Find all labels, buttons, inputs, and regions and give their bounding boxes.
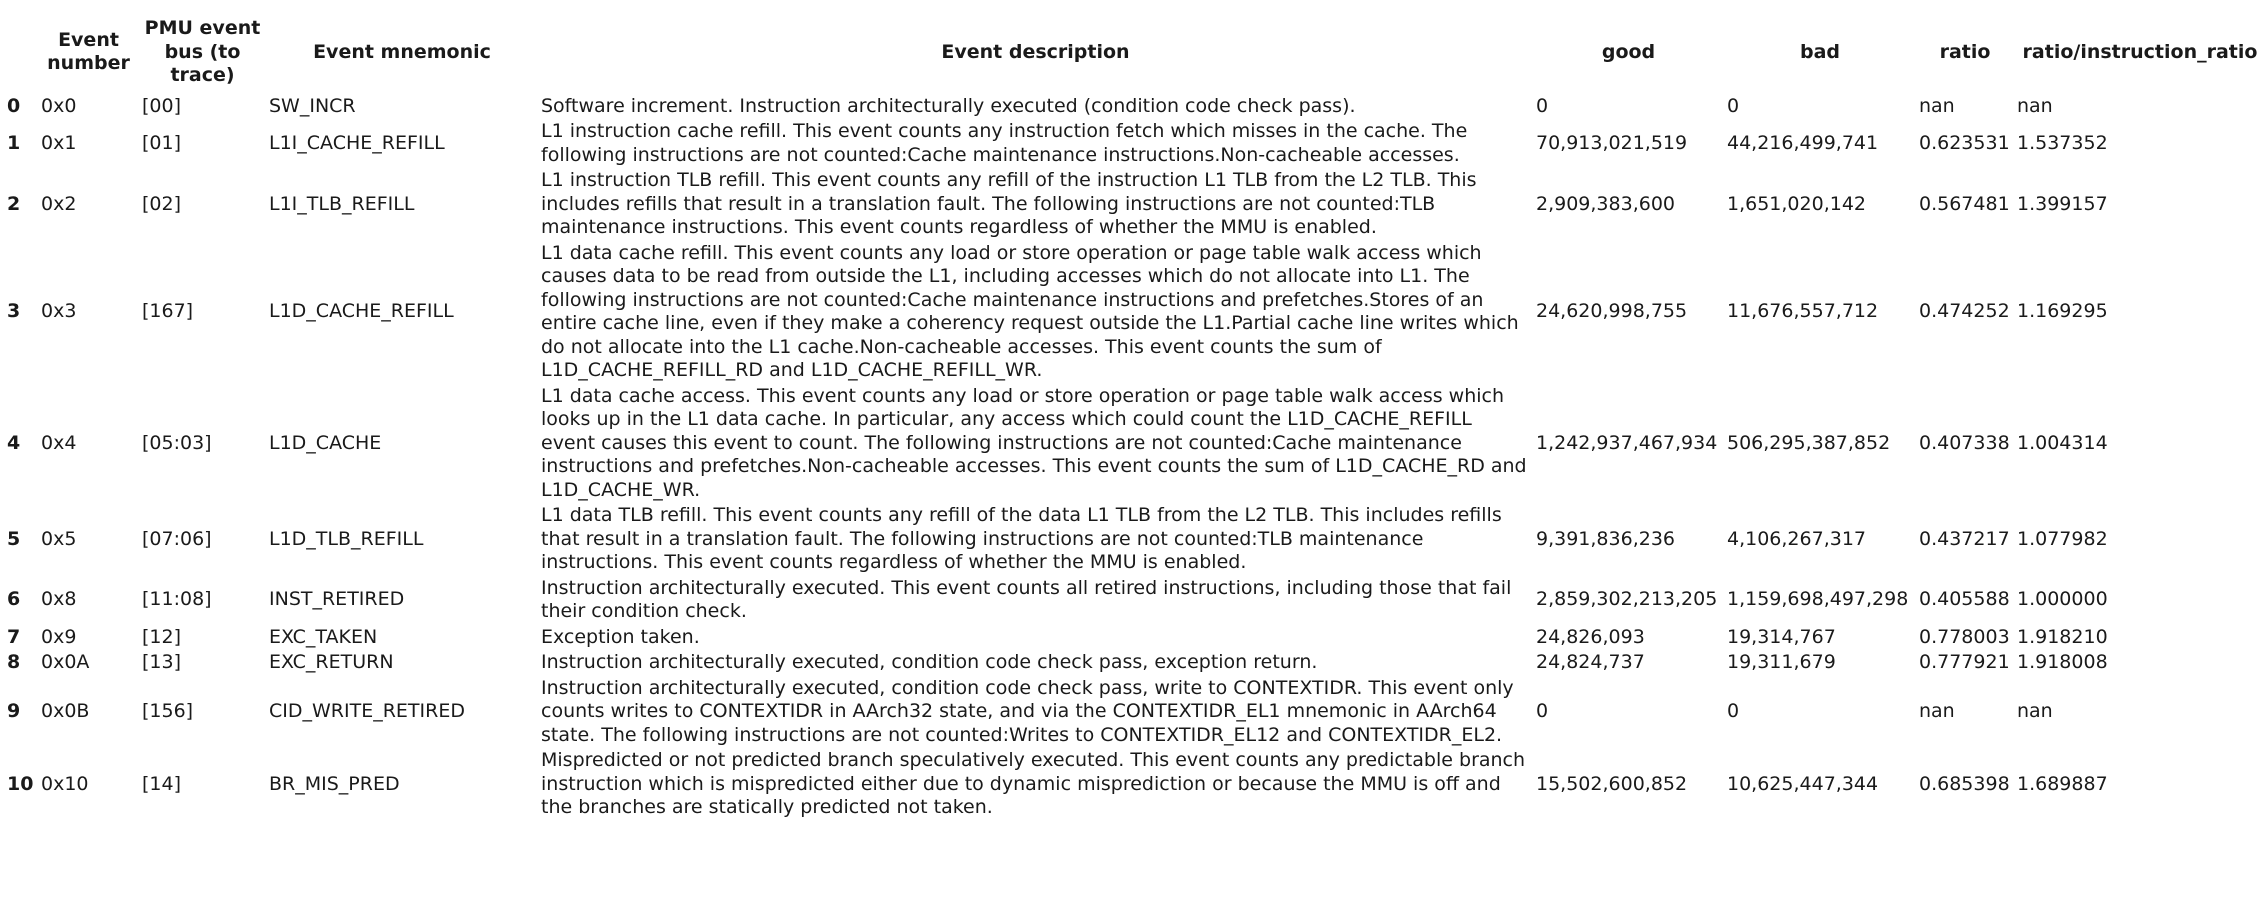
header-mnemonic: Event mnemonic: [313, 40, 491, 63]
row-index: 3: [7, 300, 21, 323]
cell-description: L1 data cache refill. This event counts any load or store operation or page table walk access which causes data to be read from outside the L1, including accesses which do not allocate into L1. The following instructions are not counted:Cache maintenance instructions and prefetches.Stores of an entire cache line, even if they make a coherency request outside the L1.Partial cache line writes which do not allocate into the L1 cache.Non-cacheable accesses. This event counts the sum of L1D_CACHE_REFILL_RD and L1D_CACHE_REFILL_WR.: [541, 241, 1519, 381]
cell-pmu-bus: [167]: [142, 300, 194, 323]
cell-bad: 506,295,387,852: [1727, 431, 1891, 454]
events-table: [4, 16, 2266, 821]
cell-description: Instruction architecturally executed. This event counts all retired instructions, including those that fail their condition check.: [541, 576, 1512, 622]
cell-mnemonic: SW_INCR: [269, 94, 356, 117]
cell-bad: 44,216,499,741: [1727, 131, 1879, 154]
cell-ratio-instruction-ratio: 1.077982: [2017, 527, 2108, 550]
cell-event-number: 0x0B: [41, 700, 90, 722]
cell-pmu-bus: [11:08]: [142, 588, 212, 611]
cell-ratio-instruction-ratio: 1.537352: [2017, 131, 2108, 154]
cell-description: Exception taken.: [541, 625, 700, 648]
table-row: [4, 94, 2266, 120]
cell-event-number: 0x1: [41, 131, 77, 154]
cell-bad: 19,311,679: [1727, 651, 1836, 673]
header-event-number: Event number: [47, 28, 130, 75]
row-index: 9: [7, 700, 21, 722]
table-row: [4, 676, 2266, 749]
row-index: 6: [7, 588, 21, 611]
cell-ratio-instruction-ratio: 1.399157: [2017, 192, 2108, 215]
cell-event-number: 0x0: [41, 94, 77, 117]
cell-description: L1 instruction cache refill. This event counts any instruction fetch which misses in the cache. The following instructions are not counted:Cache maintenance instructions.Non-cacheable accesses.: [541, 120, 1468, 166]
cell-ratio-instruction-ratio: 1.918210: [2017, 625, 2108, 648]
cell-mnemonic: CID_WRITE_RETIRED: [269, 700, 465, 722]
cell-ratio: 0.685398: [1919, 772, 2010, 795]
cell-ratio: nan: [1919, 700, 1955, 722]
table-row: [4, 576, 2266, 625]
cell-good: 24,824,737: [1536, 651, 1645, 673]
cell-ratio-instruction-ratio: nan: [2017, 94, 2053, 117]
table-row: [4, 241, 2266, 384]
cell-event-number: 0x2: [41, 192, 77, 215]
cell-pmu-bus: [13]: [142, 651, 182, 673]
cell-ratio-instruction-ratio: 1.000000: [2017, 588, 2108, 611]
cell-ratio: nan: [1919, 94, 1955, 117]
cell-mnemonic: L1I_TLB_REFILL: [269, 192, 415, 215]
cell-ratio: 0.778003: [1919, 625, 2010, 648]
cell-pmu-bus: [07:06]: [142, 527, 212, 550]
cell-mnemonic: INST_RETIRED: [269, 588, 405, 611]
row-index: 4: [7, 431, 21, 454]
cell-bad: 11,676,557,712: [1727, 300, 1879, 323]
cell-good: 1,242,937,467,934: [1536, 431, 1718, 454]
cell-ratio: 0.777921: [1919, 651, 2010, 673]
cell-mnemonic: L1D_TLB_REFILL: [269, 527, 424, 550]
cell-good: 70,913,021,519: [1536, 131, 1688, 154]
header-good: good: [1601, 40, 1656, 63]
cell-event-number: 0x9: [41, 625, 77, 648]
table-row: [4, 168, 2266, 241]
cell-good: 9,391,836,236: [1536, 527, 1676, 550]
cell-pmu-bus: [12]: [142, 625, 182, 648]
cell-description: L1 data cache access. This event counts any load or store operation or page table walk access which looks up in the L1 data cache. In particular, any access which could count the L1D_CACHE_REFILL event causes this event to count. The following instructions are not counted:Cache maintenance instructions and prefetches.Non-cacheable accesses. This event counts the sum of L1D_CACHE_RD and L1D_CACHE_WR.: [541, 384, 1527, 501]
row-index: 7: [7, 625, 21, 648]
cell-bad: 0: [1727, 700, 1740, 722]
cell-event-number: 0x10: [41, 772, 89, 795]
cell-good: 15,502,600,852: [1536, 772, 1688, 795]
cell-good: 24,620,998,755: [1536, 300, 1688, 323]
cell-ratio: 0.407338: [1919, 431, 2010, 454]
cell-mnemonic: L1I_CACHE_REFILL: [269, 131, 445, 154]
cell-mnemonic: L1D_CACHE_REFILL: [269, 300, 454, 323]
cell-bad: 0: [1727, 94, 1740, 117]
cell-description: Instruction architecturally executed, condition code check pass, write to CONTEXTIDR. This event only counts writes to CONTEXTIDR in AArch32 state, and via the CONTEXTIDR_EL1 mnemonic in AArch64 state. The following instructions are not counted:Writes to CONTEXTIDR_EL12 and CONTEXTIDR_EL2.: [541, 676, 1514, 746]
header-pmu-bus: PMU event bus (to trace): [144, 17, 261, 86]
cell-ratio: 0.474252: [1919, 300, 2010, 323]
cell-mnemonic: EXC_TAKEN: [269, 625, 378, 648]
header-row: [4, 16, 2266, 94]
header-ratio-instruction-ratio: ratio/instruction_ratio: [2022, 40, 2258, 63]
cell-pmu-bus: [05:03]: [142, 431, 212, 454]
cell-ratio-instruction-ratio: 1.004314: [2017, 431, 2108, 454]
cell-pmu-bus: [00]: [142, 94, 182, 117]
cell-description: Mispredicted or not predicted branch speculatively executed. This event counts any predictable branch instruction which is mispredicted either due to dynamic misprediction or because the MMU is off and the branches are statically predicted not taken.: [541, 749, 1526, 818]
cell-bad: 1,159,698,497,298: [1727, 588, 1909, 611]
row-index: 0: [7, 94, 21, 117]
row-index: 8: [7, 651, 21, 673]
cell-description: Software increment. Instruction architecturally executed (condition code check pass).: [541, 94, 1356, 117]
cell-good: 2,909,383,600: [1536, 192, 1676, 215]
cell-ratio-instruction-ratio: 1.689887: [2017, 772, 2108, 795]
cell-ratio: 0.567481: [1919, 192, 2010, 215]
header-description: Event description: [941, 40, 1130, 63]
cell-good: 0: [1536, 94, 1549, 117]
table-body: [4, 94, 2266, 821]
header-index: [4, 16, 38, 94]
cell-event-number: 0x0A: [41, 651, 90, 673]
row-index: 1: [7, 131, 21, 154]
cell-good: 2,859,302,213,205: [1536, 588, 1718, 611]
cell-mnemonic: L1D_CACHE: [269, 431, 382, 454]
cell-ratio-instruction-ratio: nan: [2017, 700, 2053, 722]
header-ratio: ratio: [1939, 40, 1991, 63]
cell-good: 0: [1536, 700, 1549, 722]
cell-bad: 4,106,267,317: [1727, 527, 1867, 550]
row-index: 5: [7, 527, 21, 550]
cell-description: Instruction architecturally executed, condition code check pass, exception return.: [541, 651, 1318, 673]
cell-pmu-bus: [14]: [142, 772, 182, 795]
cell-event-number: 0x8: [41, 588, 77, 611]
cell-ratio: 0.405588: [1919, 588, 2010, 611]
cell-mnemonic: EXC_RETURN: [269, 651, 394, 673]
table-row: [4, 119, 2266, 168]
cell-description: L1 instruction TLB refill. This event counts any refill of the instruction L1 TLB from the L2 TLB. This includes refills that result in a translation fault. The following instructions are not counted:TLB maintenance instructions. This event counts regardless of whether the MMU is enabled.: [541, 169, 1477, 238]
table-header: [4, 16, 2266, 94]
cell-mnemonic: BR_MIS_PRED: [269, 772, 400, 795]
cell-ratio-instruction-ratio: 1.918008: [2017, 651, 2108, 673]
row-index: 2: [7, 192, 21, 215]
cell-good: 24,826,093: [1536, 625, 1645, 648]
cell-description: L1 data TLB refill. This event counts any refill of the data L1 TLB from the L2 TLB. This includes refills that result in a translation fault. The following instructions are not counted:TLB maintenance instructions. This event counts regardless of whether the MMU is enabled.: [541, 504, 1502, 573]
row-index: 10: [7, 772, 34, 795]
header-bad: bad: [1799, 40, 1841, 63]
table-row: [4, 503, 2266, 576]
table-row: [4, 384, 2266, 504]
cell-bad: 19,314,767: [1727, 625, 1836, 648]
cell-bad: 1,651,020,142: [1727, 192, 1867, 215]
cell-event-number: 0x3: [41, 300, 77, 323]
cell-event-number: 0x5: [41, 527, 77, 550]
cell-bad: 10,625,447,344: [1727, 772, 1879, 795]
cell-pmu-bus: [02]: [142, 192, 182, 215]
cell-ratio: 0.623531: [1919, 131, 2010, 154]
table-row: [4, 748, 2266, 821]
cell-pmu-bus: [01]: [142, 131, 182, 154]
cell-ratio: 0.437217: [1919, 527, 2010, 550]
cell-event-number: 0x4: [41, 431, 77, 454]
table-row: [4, 650, 2266, 676]
cell-pmu-bus: [156]: [142, 700, 194, 722]
cell-ratio-instruction-ratio: 1.169295: [2017, 300, 2108, 323]
table-row: [4, 625, 2266, 651]
